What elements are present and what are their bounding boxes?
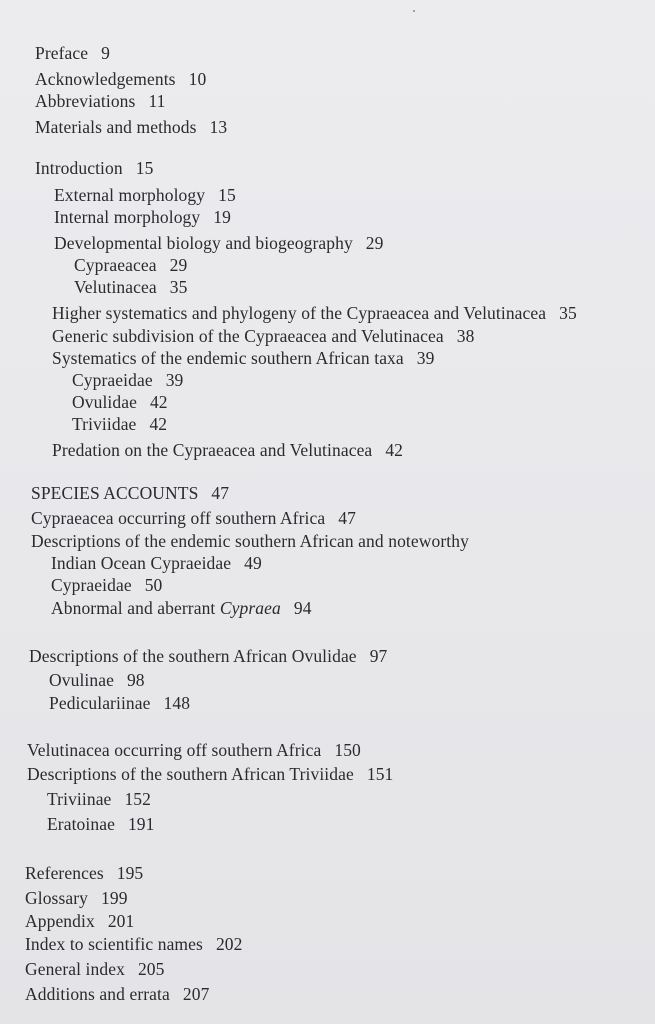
toc-page-number: 13: [209, 117, 228, 137]
toc-entry-indian-ocean-cypraeidae: [51, 552, 262, 574]
toc-entry-higher-systematics: [52, 302, 577, 324]
toc-entry-appendix: [25, 910, 134, 932]
toc-page-number: 202: [215, 934, 243, 954]
toc-entry-acknowledgements: [35, 68, 206, 90]
toc-page-number: 42: [385, 440, 404, 460]
toc-title: References: [25, 863, 104, 883]
toc-page-number: 15: [218, 185, 236, 205]
toc-entry-abnormal-cypraea: [51, 597, 312, 619]
toc-entry-eratoinae: [47, 813, 155, 835]
toc-entry-velutinacea-off-sa: [27, 739, 361, 761]
toc-entry-cypraeacea: [74, 254, 187, 276]
toc-title: Descriptions of the endemic southern African and noteworthy: [31, 531, 469, 551]
toc-title: Higher systematics and phylogeny of the Cypraeacea and Velutinacea: [52, 303, 547, 323]
toc-entry-abbreviations: [35, 90, 166, 112]
toc-title: External morphology: [54, 185, 206, 205]
toc-title: Cypraeacea occurring off southern Africa: [31, 508, 326, 528]
toc-entry-cypraeidae: [72, 369, 183, 391]
toc-title: Ovulinae: [49, 670, 114, 690]
toc-entry-additions-errata: [25, 983, 209, 1005]
toc-entry-ovulidae: [72, 391, 168, 413]
toc-entry-materials-methods: [35, 116, 227, 138]
toc-entry-ovulinae: [49, 669, 145, 691]
toc-title: General index: [25, 959, 125, 979]
toc-page-number: 42: [149, 414, 168, 434]
toc-page-number: 29: [365, 233, 384, 253]
toc-page-number: 94: [293, 598, 312, 618]
toc-page-number: 50: [144, 575, 163, 595]
toc-title: Pediculariinae: [49, 693, 151, 713]
toc-entry-systematics-endemic: [52, 347, 434, 369]
toc-entry-triviidae: [72, 413, 167, 435]
toc-title: Cypraeidae: [72, 370, 153, 390]
toc-page-number: 42: [149, 392, 168, 412]
toc-title: Systematics of the endemic southern African taxa: [52, 348, 404, 368]
toc-entry-references: [25, 862, 143, 884]
toc-title: Introduction: [35, 158, 123, 178]
toc-page-number: 39: [165, 370, 184, 390]
toc-entry-triviinae: [47, 788, 151, 810]
toc-entry-species-accounts: [31, 482, 229, 504]
toc-page-number: 47: [211, 483, 230, 503]
toc-page-number: 11: [148, 91, 166, 111]
toc-title: Generic subdivision of the Cypraeacea and Velutinacea: [52, 326, 444, 346]
toc-title: Glossary: [25, 888, 89, 908]
toc-page-number: 152: [124, 789, 151, 809]
toc-page-number: 148: [163, 693, 191, 713]
toc-entry-index-scientific: [25, 933, 243, 955]
toc-title: Triviinae: [47, 789, 112, 809]
toc-entry-predation: [52, 439, 403, 461]
toc-entry-preface: [35, 42, 110, 64]
toc-title: Descriptions of the southern African Triviidae: [27, 764, 354, 784]
toc-page-number: 49: [244, 553, 262, 573]
toc-page-number: 39: [416, 348, 435, 368]
toc-entry-cypraeidae-50: [51, 574, 162, 596]
toc-title: Internal morphology: [54, 207, 201, 227]
toc-entry-descriptions-ovulidae: [29, 645, 387, 667]
toc-entry-generic-subdivision: [52, 325, 474, 347]
toc-entry-descriptions-triviidae: [27, 763, 393, 785]
toc-title: Additions and errata: [25, 984, 170, 1004]
toc-entry-velutinacea: [74, 276, 187, 298]
toc-title: Velutinacea: [74, 277, 157, 297]
toc-entry-glossary: [25, 887, 128, 909]
toc-title: Index to scientific names: [25, 934, 203, 954]
toc-entry-developmental-biology: [54, 232, 384, 254]
toc-page-number: 207: [182, 984, 210, 1004]
toc-page-number: 205: [137, 959, 165, 979]
toc-entry-descriptions-endemic: [31, 530, 469, 552]
toc-title: Acknowledgements: [35, 69, 176, 89]
toc-page-number: 47: [338, 508, 356, 528]
toc-title: Ovulidae: [72, 392, 137, 412]
toc-page-number: 191: [127, 814, 155, 834]
toc-page-number: 15: [135, 158, 154, 178]
toc-page-number: 9: [101, 43, 111, 63]
toc-title: Triviidae: [72, 414, 137, 434]
toc-title: Indian Ocean Cypraeidae: [51, 553, 232, 573]
page-speck: [413, 10, 415, 12]
toc-page-number: 195: [116, 863, 144, 883]
toc-title: Velutinacea occurring off southern Africa: [27, 740, 322, 760]
toc-title: Predation on the Cypraeacea and Velutinacea: [52, 440, 373, 460]
toc-title: Descriptions of the southern African Ovulidae: [29, 646, 357, 666]
toc-page-number: 10: [188, 69, 207, 89]
toc-title: Abnormal and aberrant: [51, 598, 216, 618]
toc-title: Eratoinae: [47, 814, 115, 834]
toc-page-number: 199: [101, 888, 128, 908]
toc-title: Materials and methods: [35, 117, 197, 137]
toc-title-italic: Cypraea: [219, 598, 281, 618]
toc-entry-internal-morphology: [54, 206, 231, 228]
toc-title: Developmental biology and biogeography: [54, 233, 353, 253]
toc-page-number: 38: [456, 326, 475, 346]
toc-title: SPECIES ACCOUNTS: [31, 483, 199, 503]
toc-entry-pediculariinae: [49, 692, 190, 714]
toc-title: Abbreviations: [35, 91, 136, 111]
toc-title: Appendix: [25, 911, 95, 931]
toc-page-number: 97: [369, 646, 388, 666]
toc-page-number: 29: [169, 255, 188, 275]
toc-page-number: 151: [366, 764, 394, 784]
toc-entry-external-morphology: [54, 184, 236, 206]
toc-entry-general-index: [25, 958, 165, 980]
toc-page-number: 201: [107, 911, 135, 931]
toc-page-number: 35: [169, 277, 188, 297]
toc-title: Cypraeidae: [51, 575, 132, 595]
toc-page-number: 98: [126, 670, 145, 690]
toc-title: Preface: [35, 43, 89, 63]
toc-entry-introduction: [35, 157, 153, 179]
toc-title: Cypraeacea: [74, 255, 157, 275]
toc-entry-cypraeacea-off-sa: [31, 507, 356, 529]
toc-page-number: 150: [334, 740, 361, 760]
toc-page-number: 35: [559, 303, 577, 323]
toc-page-number: 19: [213, 207, 231, 227]
